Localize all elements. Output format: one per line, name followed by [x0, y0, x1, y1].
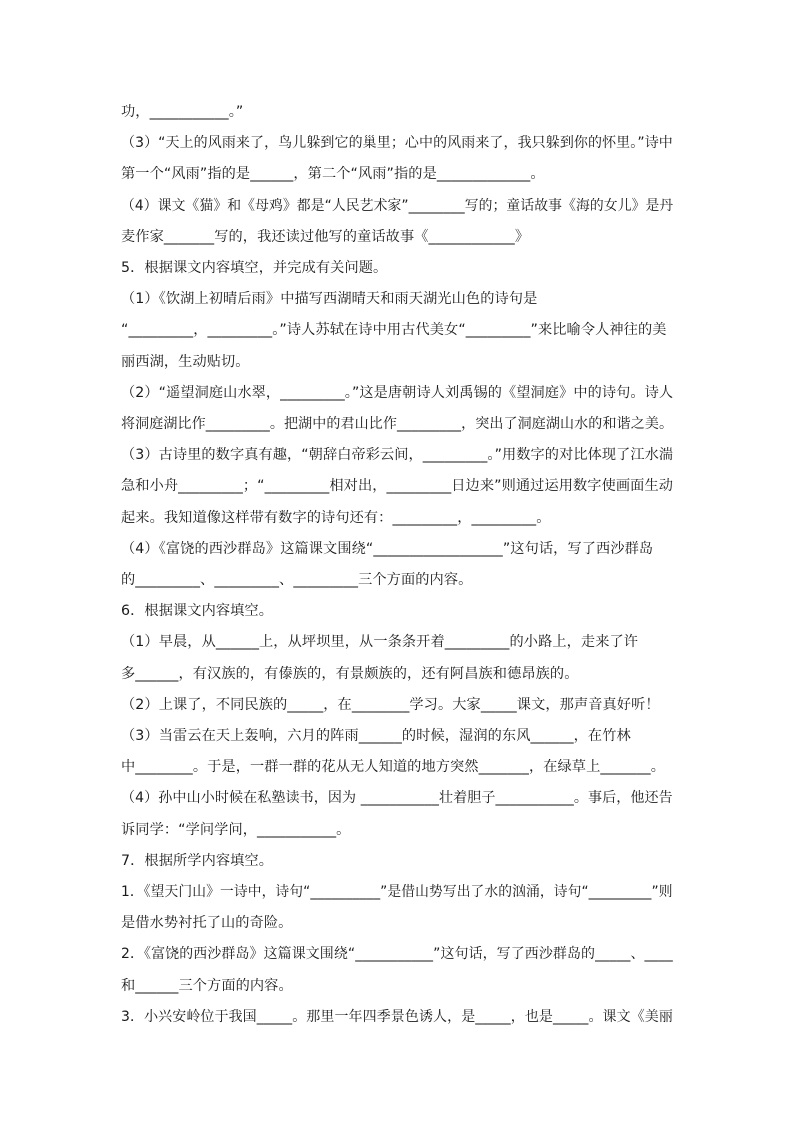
text-line: 是借水势衬托了山的奇险。 [121, 915, 293, 931]
text-line: 5．根据课文内容填空，并完成有关问题。 [121, 260, 388, 276]
text-line: （2）“遥望洞庭山水翠，_________。”这是唐朝诗人刘禹锡的《望洞庭》中的诗句。诗人 [121, 385, 674, 401]
text-line: 中________。于是，一群一群的花从无人知道的地方突然_______，在绿草上_______。 [121, 759, 666, 775]
text-line: 丽西湖，生动贴切。 [121, 354, 250, 370]
text-line: 功，___________。” [121, 104, 244, 120]
text-line: 1．《望天门山》一诗中，诗句“__________”是借山势写出了水的汹涌，诗句“_________”则 [121, 884, 673, 900]
text-line: （3）“天上的风雨来了，鸟儿躲到它的巢里；心中的风雨来了，我只躲到你的怀里。”诗中 [121, 135, 673, 151]
text-line: 和______三个方面的内容。 [121, 978, 293, 994]
text-line: 的_________、_________、_________三个方面的内容。 [121, 572, 473, 588]
text-line: （3）古诗里的数字真有趣，“朝辞白帝彩云间，_________。”用数字的对比体现了江水湍 [121, 447, 674, 463]
text-line: 麦作家_______写的，我还读过他写的童话故事《____________》 [121, 229, 530, 245]
text-line: 诉同学：“学问学问，___________。 [121, 822, 351, 838]
text-line: （4）《富饶的西沙群岛》这篇课文围绕“__________________”这句话，写了西沙群岛 [121, 541, 654, 557]
text-line: 第一个“风雨”指的是______，第二个“风雨”指的是_____________。 [121, 166, 545, 182]
text-line: 急和小舟_________；“_________相对出，_________日边来”则通过运用数字使画面生动 [121, 478, 674, 494]
text-line: 7．根据所学内容填空。 [121, 853, 274, 869]
text-line: 3．小兴安岭位于我国_____。那里一年四季景色诱人，是_____，也是_____。课文《美丽 [121, 1009, 673, 1025]
text-line: 将洞庭湖比作_________。把湖中的君山比作_________，突出了洞庭湖山水的和谐之美。 [121, 416, 674, 432]
text-line: （4）课文《猫》和《母鸡》都是“人民艺术家”________写的；童话故事《海的女儿》是丹 [121, 198, 674, 214]
text-line: （4）孙中山小时候在私塾读书，因为 ___________壮着胆子___________。事后，他还告 [121, 790, 673, 806]
text-line: （2）上课了，不同民族的_____，在________学习。大家_____课文，那声音真好听！ [121, 697, 660, 713]
text-line: 6．根据课文内容填空。 [121, 603, 274, 619]
text-line: （1）早晨，从______上，从坪坝里，从一条条开着_________的小路上，走来了许 [121, 634, 639, 650]
text-line: 起来。我知道像这样带有数字的诗句还有：_________，_________。 [121, 510, 551, 526]
text-line: “_________，_________。”诗人苏轼在诗中用古代美女“_________”来比喻令人神往的美 [121, 322, 667, 338]
text-line: （1）《饮湖上初晴后雨》中描写西湖晴天和雨天湖光山色的诗句是 [121, 291, 538, 307]
text-line: 2．《富饶的西沙群岛》这篇课文围绕“___________”这句话，写了西沙群岛的_____、____ [121, 946, 673, 962]
text-line: 多______，有汉族的，有傣族的，有景颇族的，还有阿昌族和德昂族的。 [121, 666, 579, 682]
text-line: （3）当雷云在天上轰响，六月的阵雨______的时候，湿润的东风______，在竹林 [121, 728, 631, 744]
